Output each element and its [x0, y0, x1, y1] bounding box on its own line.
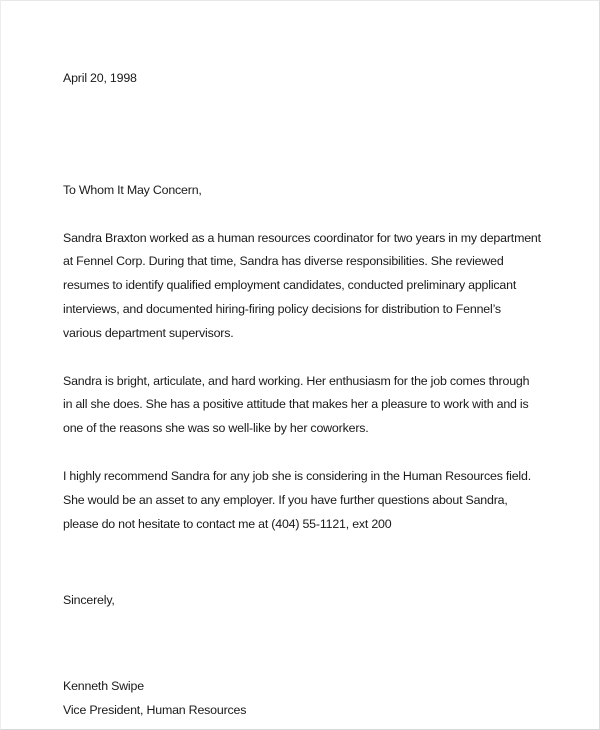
- handwritten-signature-space: [63, 613, 541, 675]
- letter-body: [63, 67, 541, 723]
- signature-title: Vice President, Human Resources: [63, 702, 247, 717]
- letter-paragraph-2: Sandra is bright, articulate, and hard working. Her enthusiasm for the job comes through in all she does. She has a positive attitude that makes her a pleasure to work with and is one of the reasons she was so well-like by her coworkers.: [63, 373, 530, 436]
- signature-name: Kenneth Swipe: [63, 679, 144, 694]
- letter-paragraph-3: I highly recommend Sandra for any job she is considering in the Human Resources field. She would be an asset to any employer. If you have further questions about Sandra, please do not hesitate to contact me at (404) 55-1121, ext 200: [63, 468, 531, 531]
- letter-date: April 20, 1998: [63, 71, 137, 85]
- letter-paragraph-1: Sandra Braxton worked as a human resources coordinator for two years in my department at Fennel Corp. During that time, Sandra has diverse responsibilities. She reviewed resumes to identify qualified employment candidates, conducted preliminary applicant interviews, and documented hiring-firing policy decisions for distribution to Fennel’s various department supervisors.: [63, 230, 541, 340]
- letter-salutation: To Whom It May Concern,: [63, 182, 202, 197]
- letter-closing: Sincerely,: [63, 593, 115, 608]
